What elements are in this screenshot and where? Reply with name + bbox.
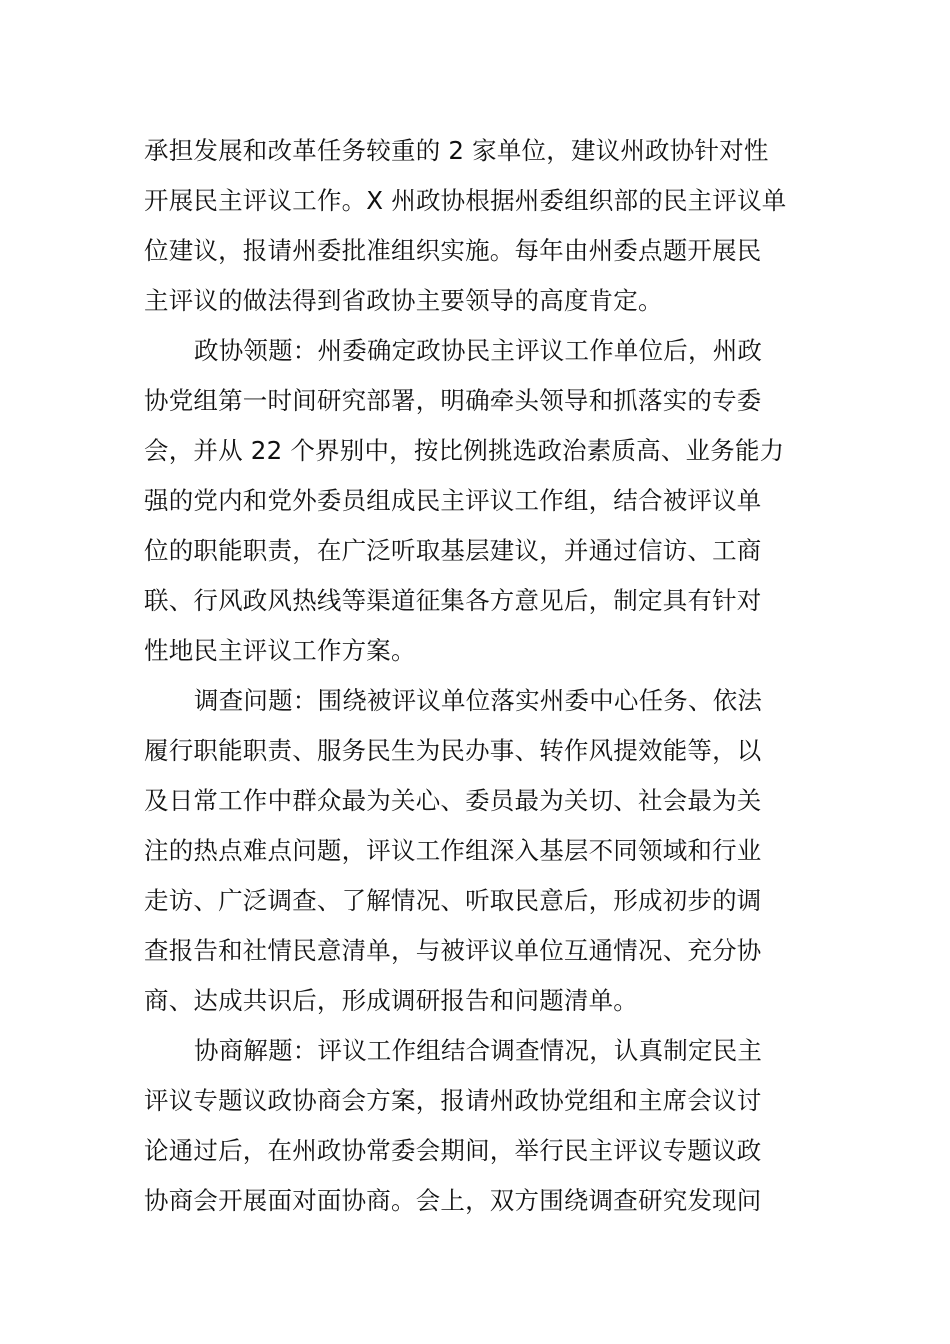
document-body	[144, 126, 809, 1226]
text-line: 位建议，报请州委批准组织实施。每年由州委点题开展民	[144, 236, 762, 265]
text-line: 注的热点难点问题，评议工作组深入基层不同领域和行业	[144, 836, 762, 865]
text-line: 强的党内和党外委员组成民主评议工作组，结合被评议单	[144, 486, 762, 515]
text-line: 位的职能职责，在广泛听取基层建议，并通过信访、工商	[144, 536, 762, 565]
text-line: 评议专题议政协商会方案，报请州政协党组和主席会议讨	[144, 1086, 762, 1115]
text-line: 商、达成共识后，形成调研报告和问题清单。	[144, 986, 638, 1015]
text-line: 开展民主评议工作。X 州政协根据州委组织部的民主评议单	[144, 186, 787, 215]
text-line: 联、行风政风热线等渠道征集各方意见后，制定具有针对	[144, 586, 762, 615]
text-line: 履行职能职责、服务民生为民办事、转作风提效能等，以	[144, 736, 762, 765]
text-line: 协党组第一时间研究部署，明确牵头领导和抓落实的专委	[144, 386, 762, 415]
text-line: 走访、广泛调查、了解情况、听取民意后，形成初步的调	[144, 886, 762, 915]
paragraph-start-line: 政协领题：州委确定政协民主评议工作单位后，州政	[194, 336, 763, 365]
paragraph-start-line: 调查问题：围绕被评议单位落实州委中心任务、依法	[194, 686, 763, 715]
text-line: 承担发展和改革任务较重的 2 家单位，建议州政协针对性	[144, 136, 769, 165]
paragraph-start-line: 协商解题：评议工作组结合调查情况，认真制定民主	[194, 1036, 763, 1065]
text-line: 主评议的做法得到省政协主要领导的高度肯定。	[144, 286, 663, 315]
text-line: 及日常工作中群众最为关心、委员最为关切、社会最为关	[144, 786, 762, 815]
text-line: 性地民主评议工作方案。	[144, 636, 416, 665]
text-line: 查报告和社情民意清单，与被评议单位互通情况、充分协	[144, 936, 762, 965]
text-line: 会，并从 22 个界别中，按比例挑选政治素质高、业务能力	[144, 436, 785, 465]
text-line: 协商会开展面对面协商。会上，双方围绕调查研究发现问	[144, 1186, 762, 1215]
text-line: 论通过后，在州政协常委会期间，举行民主评议专题议政	[144, 1136, 762, 1165]
